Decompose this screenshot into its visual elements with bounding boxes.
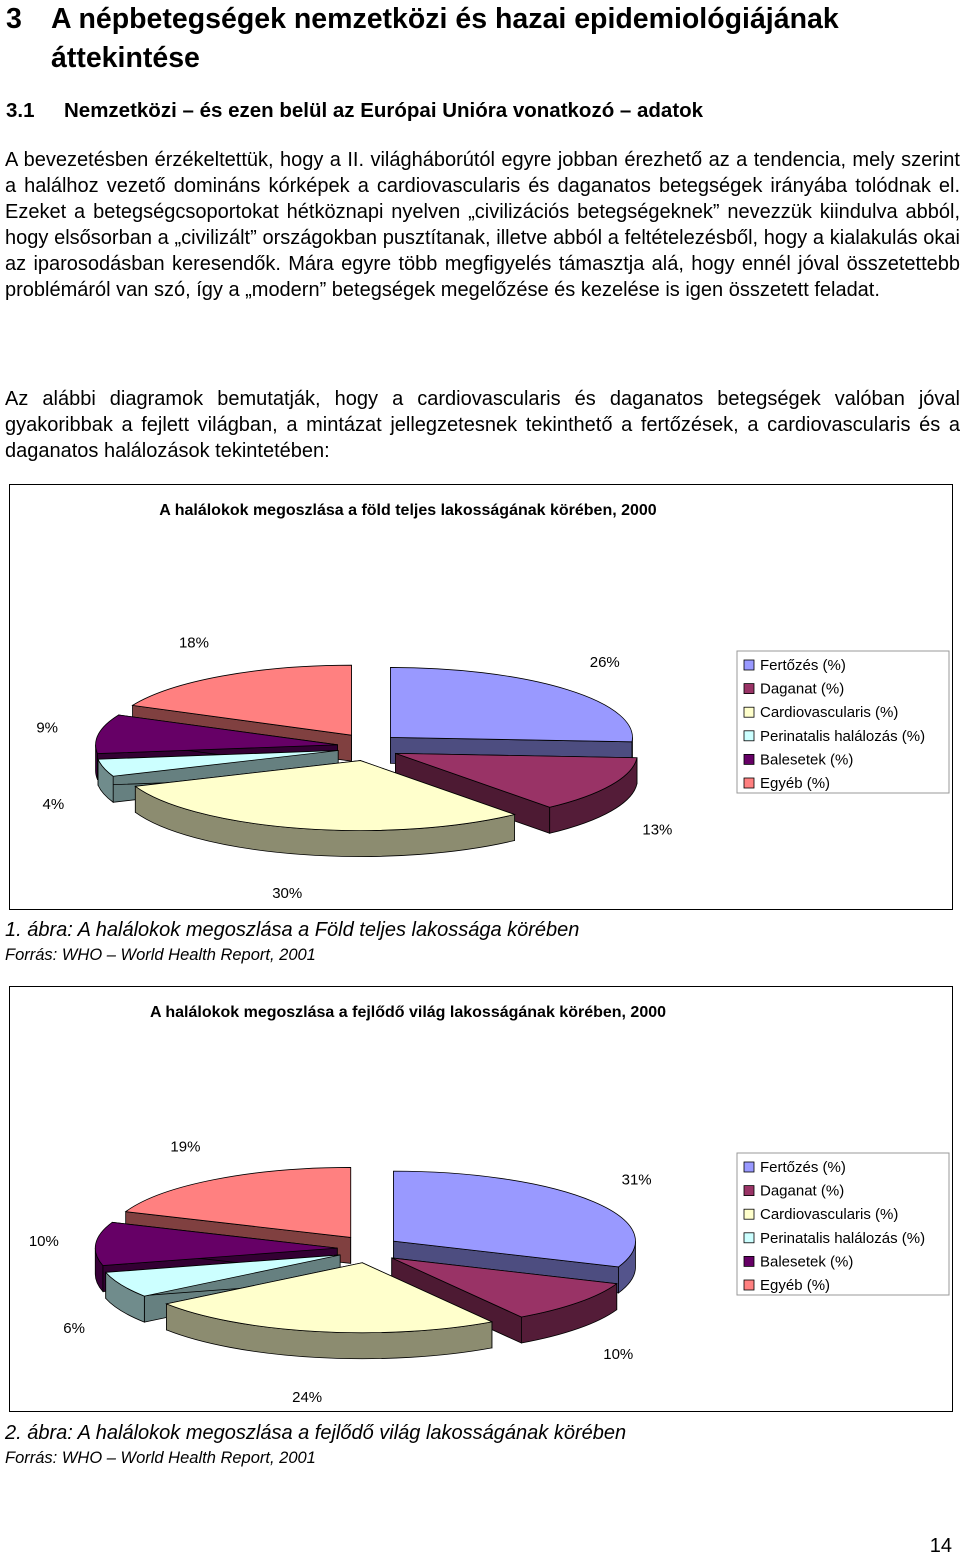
paragraph-diagrams: Az alábbi diagramok bemutatják, hogy a cardiovascularis és daganatos betegségek valóban jóval gyakoribbak a fejlett világban, a mintázat jellegzetesnek tekinthető a fertőzések, a cardiovascularis és a daganatos halálozások tekintetében:: [5, 388, 960, 462]
legend-swatch-2: [744, 1186, 754, 1196]
legend-swatch-6: [744, 778, 754, 788]
legend-label-3: Cardiovascularis (%): [760, 1206, 899, 1224]
legend-swatch-6: [744, 1280, 754, 1290]
legend-swatch-4: [744, 1233, 754, 1243]
legend-swatch-5: [744, 754, 754, 764]
data-label-3: 24%: [292, 1388, 323, 1406]
legend-swatch-5: [744, 1256, 754, 1266]
legend-label-5: Balesetek (%): [760, 751, 854, 769]
chart-title: A halálokok megoszlása a fejlődő világ lakosságának körében, 2000: [149, 1004, 667, 1021]
legend-label-1: Fertőzés (%): [760, 657, 846, 674]
data-label-1: 26%: [589, 654, 620, 672]
section-number: 3.1: [6, 99, 35, 122]
legend-label-4: Perinatalis halálozás (%): [760, 1229, 926, 1247]
legend-swatch-4: [744, 731, 754, 741]
figure-1-caption: 1. ábra: A halálokok megoszlása a Föld teljes lakossága körében: [5, 919, 580, 941]
figure-1-source: Forrás: WHO – World Health Report, 2001: [5, 946, 316, 964]
data-label-6: 18%: [178, 634, 209, 652]
legend-label-2: Daganat (%): [760, 1182, 845, 1200]
figure-2-source: Forrás: WHO – World Health Report, 2001: [5, 1449, 316, 1467]
legend-swatch-1: [744, 1162, 754, 1172]
legend-swatch-1: [744, 660, 754, 670]
section-title: Nemzetközi – és ezen belül az Európai Unióra vonatkozó – adatok: [64, 99, 704, 122]
pie-chart-developing: [9, 986, 953, 1412]
legend-label-4: Perinatalis halálozás (%): [760, 727, 926, 745]
data-label-2: 10%: [603, 1346, 634, 1364]
paragraph-intro: A bevezetésben érzékeltettük, hogy a II. világháborútól egyre jobban érezhető az a tendencia, mely szerint a halálhoz vezető domináns kórképek a cardiovascularis és daganatos betegségek irányába tolódnak el. Ezeket a betegségcsoportokat hétköznapi nyelven „civilizációs betegségeknek” nevezzük kiindulva abból, hogy elsősorban a „civilizált” országokban pusztítanak, illetve abból a feltételezésből, hogy a kialakulás okai az iparosodásban keresendők. Mára egyre több megfigyelés támasztja alá, hogy ennél jóval összetettebb problémáról van szó, így a „modern” betegségek megelőzése és kezelése is igen összetett feladat.: [5, 149, 960, 301]
figure-2-caption: 2. ábra: A halálokok megoszlása a fejlődő világ lakosságának körében: [5, 1422, 627, 1444]
data-label-3: 30%: [272, 885, 303, 903]
legend-swatch-2: [744, 684, 754, 694]
data-label-6: 19%: [170, 1138, 201, 1156]
chapter-title: A népbetegségek nemzetközi és hazai epidemiológiájának áttekintése: [51, 3, 839, 74]
data-label-5: 10%: [28, 1233, 59, 1251]
legend-label-6: Egyéb (%): [760, 775, 831, 792]
page-number: 14: [929, 1535, 952, 1557]
legend-label-6: Egyéb (%): [760, 1277, 831, 1294]
data-label-1: 31%: [621, 1171, 652, 1189]
data-label-4: 4%: [42, 795, 65, 813]
legend-label-2: Daganat (%): [760, 680, 845, 698]
legend-label-1: Fertőzés (%): [760, 1159, 846, 1176]
pie-slices: [95, 1167, 635, 1358]
chapter-number: 3: [6, 3, 22, 35]
chart-title: A halálokok megoszlása a föld teljes lakosságának körében, 2000: [159, 502, 657, 519]
legend-label-5: Balesetek (%): [760, 1253, 854, 1271]
legend-swatch-3: [744, 707, 754, 717]
pie-slices: [96, 665, 637, 856]
pie-chart-world: [9, 484, 953, 910]
data-label-2: 13%: [642, 821, 673, 839]
chart-legend: [737, 1153, 949, 1295]
pie-slice-1: [390, 667, 632, 767]
legend-swatch-3: [744, 1209, 754, 1219]
legend-label-3: Cardiovascularis (%): [760, 704, 899, 722]
chart-legend: [737, 651, 949, 793]
data-label-5: 9%: [36, 719, 59, 737]
data-label-4: 6%: [63, 1319, 85, 1337]
